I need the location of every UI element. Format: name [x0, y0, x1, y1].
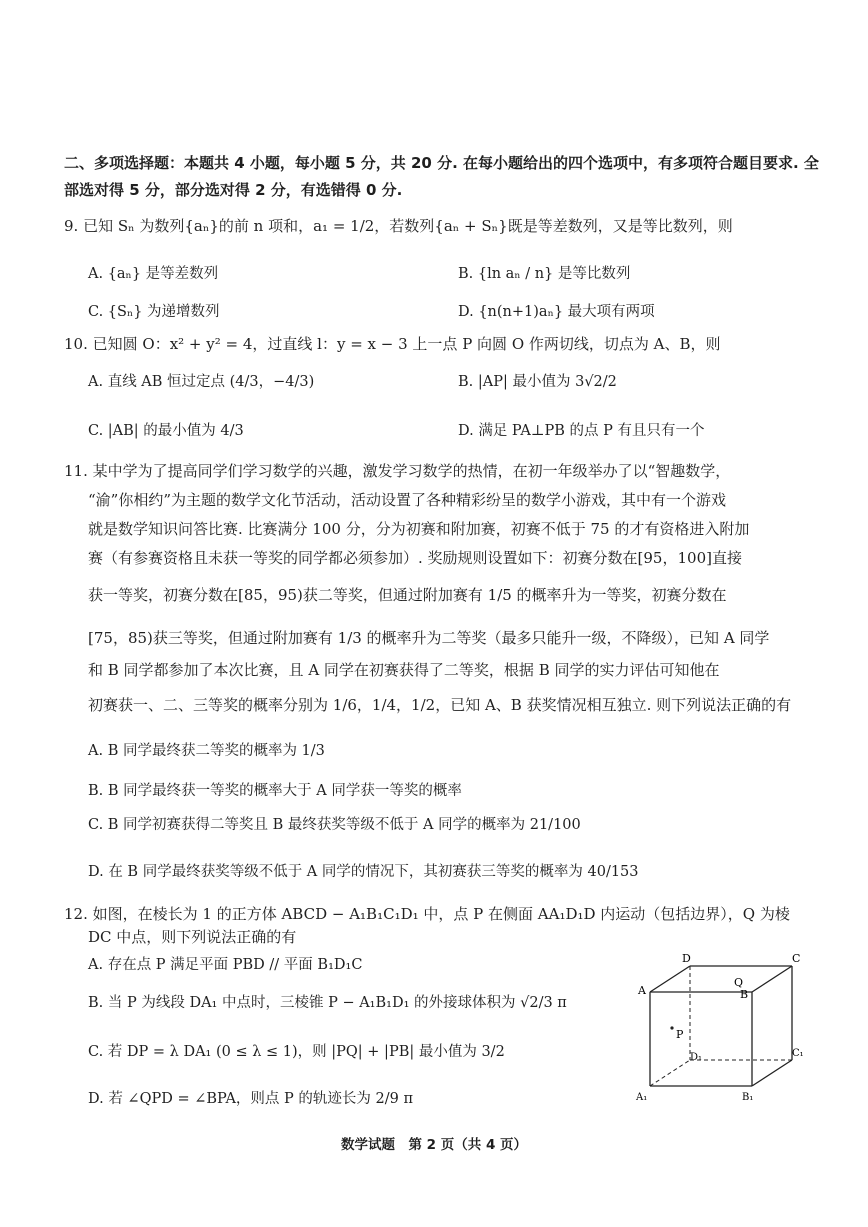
q10-option-d: D. 满足 PA⊥PB 的点 P 有且只有一个 — [458, 423, 705, 439]
question-12-line-2: DC 中点，则下列说法正确的有 — [88, 928, 297, 946]
question-10-stem: 10. 已知圆 O：x² + y² = 4，过直线 l：y = x − 3 上一点 P 向圆 O 作两切线，切点为 A、B，则 — [64, 335, 721, 353]
question-9-stem: 9. 已知 Sₙ 为数列{aₙ}的前 n 项和，a₁ = 1/2，若数列{aₙ + Sₙ}既是等差数列，又是等比数列，则 — [64, 217, 733, 235]
edge-bc — [752, 966, 792, 992]
q9-option-c: C. {Sₙ} 为递增数列 — [88, 304, 220, 320]
q10-option-a: A. 直线 AB 恒过定点 (4/3，−4/3) — [88, 374, 315, 390]
point-p — [670, 1026, 673, 1029]
q11-option-a: A. B 同学最终获二等奖的概率为 1/3 — [88, 743, 325, 759]
q10-option-c: C. |AB| 的最小值为 4/3 — [88, 423, 244, 439]
question-11-line-7: 和 B 同学都参加了本次比赛，且 A 同学在初赛获得了二等奖，根据 B 同学的实力评估可知他在 — [88, 661, 720, 679]
label-a1: A₁ — [636, 1092, 648, 1102]
label-b1: B₁ — [742, 1092, 754, 1102]
question-11-line-4: 赛（有参赛资格且未获一等奖的同学都必须参加）. 奖励规则设置如下：初赛分数在[95，100]直接 — [88, 549, 742, 567]
question-11-line-2: “渝”你相约”为主题的数学文化节活动，活动设置了各种精彩纷呈的数学小游戏，其中有一个游戏 — [88, 491, 727, 509]
label-d1: D₁ — [690, 1052, 703, 1063]
edge-a1d1 — [650, 1060, 690, 1086]
label-c1: C₁ — [792, 1048, 804, 1059]
question-11-line-6: [75，85)获三等奖，但通过附加赛有 1/3 的概率升为二等奖（最多只能升一级，不降级），已知 A 同学 — [88, 629, 770, 647]
q12-option-b: B. 当 P 为线段 DA₁ 中点时，三棱锥 P − A₁B₁D₁ 的外接球体积为 √2/3 π — [88, 995, 567, 1011]
question-12-line-1: 12. 如图，在棱长为 1 的正方体 ABCD − A₁B₁C₁D₁ 中，点 P 在侧面 AA₁D₁D 内运动（包括边界），Q 为棱 — [64, 905, 790, 923]
question-11-line-8: 初赛获一、二、三等奖的概率分别为 1/6，1/4，1/2，已知 A、B 获奖情况相互独立. 则下列说法正确的有 — [88, 696, 792, 714]
label-d: D — [682, 952, 691, 965]
label-p: P — [676, 1028, 684, 1041]
edge-ad — [650, 966, 690, 992]
question-11-line-5: 获一等奖，初赛分数在[85，95)获二等奖，但通过附加赛有 1/5 的概率升为一等奖，初赛分数在 — [88, 586, 727, 604]
q11-option-d: D. 在 B 同学最终获奖等级不低于 A 同学的情况下，其初赛获三等奖的概率为 40/153 — [88, 864, 639, 880]
q11-option-b: B. B 同学最终获一等奖的概率大于 A 同学获一等奖的概率 — [88, 783, 462, 799]
q12-option-a: A. 存在点 P 满足平面 PBD // 平面 B₁D₁C — [88, 957, 363, 973]
q12-option-c: C. 若 DP = λ DA₁ (0 ≤ λ ≤ 1)，则 |PQ| + |PB| 最小值为 3/2 — [88, 1044, 505, 1060]
q9-option-d: D. {n(n+1)aₙ} 最大项有两项 — [458, 304, 655, 320]
q9-option-b: B. {ln aₙ / n} 是等比数列 — [458, 266, 631, 282]
label-c: C — [792, 952, 801, 965]
q9-option-a: A. {aₙ} 是等差数列 — [88, 266, 219, 282]
edge-b1c1 — [752, 1060, 792, 1086]
label-q: Q — [734, 976, 744, 989]
question-11-line-1: 11. 某中学为了提高同学们学习数学的兴趣，激发学习数学的热情，在初一年级举办了以“智趣数学， — [64, 462, 731, 480]
q11-option-c: C. B 同学初赛获得二等奖且 B 最终获奖等级不低于 A 同学的概率为 21/100 — [88, 817, 581, 833]
q12-option-d: D. 若 ∠QPD = ∠BPA，则点 P 的轨迹长为 2/9 π — [88, 1091, 413, 1107]
label-a: A — [638, 984, 646, 997]
label-b: B — [740, 988, 749, 1001]
q10-option-b: B. |AP| 最小值为 3√2/2 — [458, 374, 617, 390]
cube-figure — [632, 950, 812, 1102]
page-footer: 数学试题 第 2 页（共 4 页） — [340, 1137, 528, 1153]
question-11-line-3: 就是数学知识问答比赛. 比赛满分 100 分，分为初赛和附加赛，初赛不低于 75 的才有资格进入附加 — [88, 520, 750, 538]
section-title: 二、多项选择题：本题共 4 小题，每小题 5 分，共 20 分. 在每小题给出的四个选项中，有多项符合题目要求. 全部选对得 5 分，部分选对得 2 分，有选错得 0 分. — [64, 154, 819, 199]
